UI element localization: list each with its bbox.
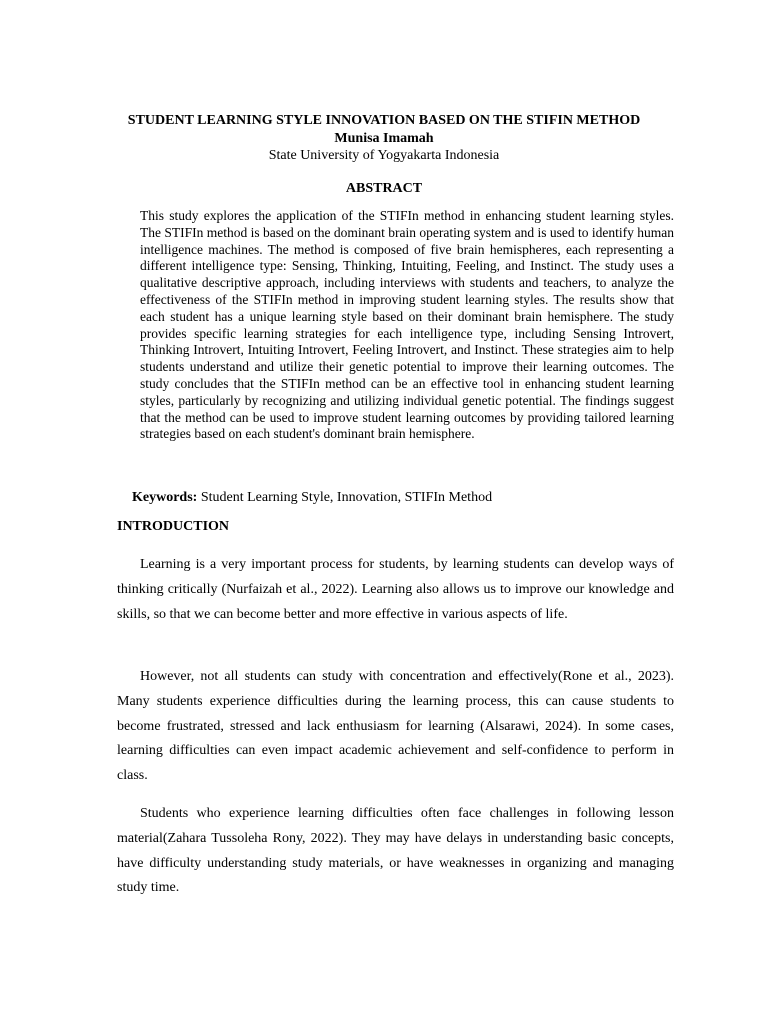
paper-author: Munisa Imamah [334,130,434,146]
keywords-label: Keywords: [132,490,198,505]
introduction-heading: INTRODUCTION [117,519,230,534]
abstract-heading: ABSTRACT [345,181,423,196]
body-paragraph: Learning is a very important process for students, by learning students can develop ways of thinking critically (Nurfaizah et al., 2022). Learning also allows us to improve our knowledge and skills, so that we can become better and more effective in various aspects of life. [117,557,674,622]
body-paragraph: However, not all students can study with concentration and effectively(Rone et al., 2023). Many students experience difficulties during the learning process, this can cause students to become frustrated, stressed and lack enthusiasm for learning (Alsarawi, 2024). In some cases, learning difficulties can even impact academic achievement and self-confidence to perform in class. [117,669,674,784]
keywords-text: Student Learning Style, Innovation, STIFIn Method [197,490,493,505]
title-block [0,112,768,165]
keywords-line [132,489,692,506]
paper-affiliation: State University of Yogyakarta Indonesia [268,148,500,163]
paper-title: STUDENT LEARNING STYLE INNOVATION BASED ON THE STIFIN METHOD [127,113,641,128]
abstract-body: This study explores the application of the STIFIn method in enhancing student learning styles. The STIFIn method is based on the dominant brain operating system and is used to identify human intelligence machines. The method is composed of five brain hemispheres, each representing a different intelligence type: Sensing, Thinking, Intuiting, Feeling, and Instinct. The study uses a qualitative descriptive approach, including interviews with students and teachers, to analyze the effectiveness of the STIFIn method in improving student learning styles. The results show that each student has a unique learning style based on their dominant brain hemisphere. The study provides specific learning strategies for each intelligence type, including Sensing Introvert, Thinking Introvert, Intuiting Introvert, Feeling Introvert, and Instinct. These strategies aim to help students understand and utilize their genetic potential to improve their learning outcomes. The study concludes that the STIFIn method can be an effective tool in enhancing student learning styles, particularly by recognizing and utilizing individual genetic potential. The findings suggest that the method can be used to improve student learning outcomes by providing tailored learning strategies based on each student's dominant brain hemisphere. [140,208,674,442]
body-paragraph: Students who experience learning difficulties often face challenges in following lesson material(Zahara Tussoleha Rony, 2022). They may have delays in understanding basic concepts, have difficulty understanding study materials, or have weaknesses in organizing and managing study time. [117,806,674,896]
